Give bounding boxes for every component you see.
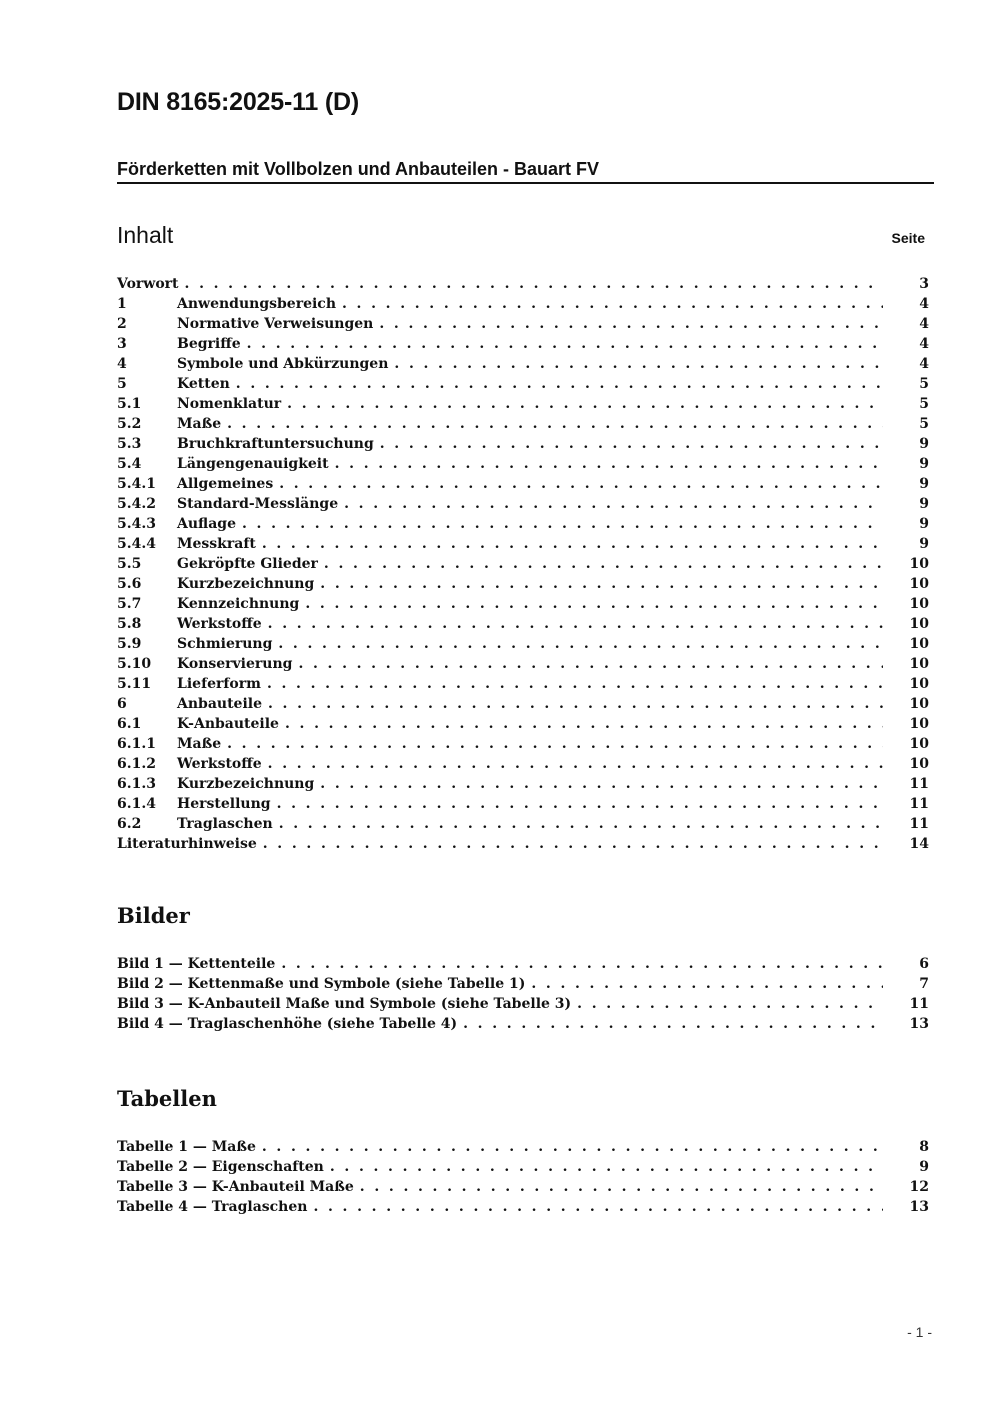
table-entry-title: Tabelle 4 — Traglaschen bbox=[117, 1199, 308, 1215]
toc-entry[interactable] bbox=[117, 374, 929, 394]
dot-leader bbox=[262, 534, 883, 554]
toc-entry-title: Schmierung bbox=[177, 636, 273, 652]
dot-leader bbox=[287, 394, 883, 414]
toc-entry-number: 5.4.2 bbox=[117, 496, 156, 512]
dot-leader bbox=[268, 694, 883, 714]
toc-entry-title: Gekröpfte Glieder bbox=[177, 556, 318, 572]
table-entry-page: 8 bbox=[919, 1139, 929, 1155]
toc-entry-page: 10 bbox=[909, 716, 929, 732]
figure-entry-title: Bild 1 — Kettenteile bbox=[117, 956, 276, 972]
toc-entry-page: 4 bbox=[919, 316, 929, 332]
figure-entry-title: Bild 2 — Kettenmaße und Symbole (siehe Tabelle 1) bbox=[117, 976, 526, 992]
toc-entry[interactable] bbox=[117, 674, 929, 694]
toc-entry-title: Herstellung bbox=[177, 796, 271, 812]
toc-entry[interactable] bbox=[117, 434, 929, 454]
toc-entry-page: 5 bbox=[919, 416, 929, 432]
toc-entry-title: Maße bbox=[177, 416, 222, 432]
toc-entry-number: 5.5 bbox=[117, 556, 142, 572]
dot-leader bbox=[531, 974, 883, 994]
toc-entry-title: Lieferform bbox=[177, 676, 261, 692]
dot-leader bbox=[342, 294, 883, 314]
toc-entry[interactable] bbox=[117, 334, 929, 354]
bilder-toc bbox=[117, 954, 929, 1034]
toc-entry-page: 11 bbox=[909, 816, 929, 832]
toc-entry-number: 6.2 bbox=[117, 816, 142, 832]
toc-entry-title: Bruchkraftuntersuchung bbox=[177, 436, 374, 452]
dot-leader bbox=[335, 454, 883, 474]
dot-leader bbox=[268, 614, 883, 634]
toc-entry[interactable] bbox=[117, 594, 929, 614]
table-entry-title: Tabelle 1 — Maße bbox=[117, 1139, 256, 1155]
toc-entry[interactable] bbox=[117, 354, 929, 374]
toc-entry-page: 4 bbox=[919, 336, 929, 352]
dot-leader bbox=[330, 1157, 883, 1177]
table-entry-page: 13 bbox=[909, 1199, 929, 1215]
toc-entry-page: 10 bbox=[909, 596, 929, 612]
toc-entry-number: 1 bbox=[117, 296, 127, 312]
toc-entry-title: Ketten bbox=[177, 376, 230, 392]
subtitle-block bbox=[117, 158, 934, 184]
toc-entry[interactable] bbox=[117, 634, 929, 654]
dot-leader bbox=[267, 674, 883, 694]
dot-leader bbox=[227, 734, 883, 754]
table-entry[interactable] bbox=[117, 1137, 929, 1157]
toc-entry[interactable] bbox=[117, 394, 929, 414]
dot-leader bbox=[227, 414, 883, 434]
tabellen-heading: Tabellen bbox=[117, 1086, 217, 1111]
toc-entry[interactable] bbox=[117, 714, 929, 734]
table-entry-title: Tabelle 2 — Eigenschaften bbox=[117, 1159, 324, 1175]
dot-leader bbox=[379, 314, 883, 334]
figure-entry[interactable] bbox=[117, 1014, 929, 1034]
toc-entry-title: Literaturhinweise bbox=[117, 836, 257, 852]
toc-entry-page: 10 bbox=[909, 656, 929, 672]
toc-entry[interactable] bbox=[117, 794, 929, 814]
toc-entry-title: Symbole und Abkürzungen bbox=[177, 356, 389, 372]
toc-entry-title: Kennzeichnung bbox=[177, 596, 300, 612]
toc-entry-page: 9 bbox=[919, 536, 929, 552]
toc-entry-number: 5.2 bbox=[117, 416, 142, 432]
page-number: - 1 - bbox=[907, 1324, 932, 1340]
figure-entry[interactable] bbox=[117, 954, 929, 974]
dot-leader bbox=[577, 994, 883, 1014]
toc-entry[interactable] bbox=[117, 554, 929, 574]
toc-entry-title: Begriffe bbox=[177, 336, 241, 352]
figure-entry-page: 7 bbox=[919, 976, 929, 992]
toc-entry-page: 4 bbox=[919, 296, 929, 312]
dot-leader bbox=[277, 794, 883, 814]
toc-entry[interactable] bbox=[117, 754, 929, 774]
toc-entry-page: 10 bbox=[909, 556, 929, 572]
figure-entry[interactable] bbox=[117, 974, 929, 994]
toc-entry-title: Traglaschen bbox=[177, 816, 273, 832]
table-entry[interactable] bbox=[117, 1177, 929, 1197]
toc-entry-page: 10 bbox=[909, 636, 929, 652]
toc-entry-title: Standard-Messlänge bbox=[177, 496, 339, 512]
dot-leader bbox=[320, 774, 883, 794]
toc-entry-title: Konservierung bbox=[177, 656, 293, 672]
toc-entry[interactable] bbox=[117, 614, 929, 634]
toc-entry-number: 5.4.3 bbox=[117, 516, 156, 532]
dot-leader bbox=[281, 954, 883, 974]
toc-entry-page: 4 bbox=[919, 356, 929, 372]
inhalt-header bbox=[117, 222, 929, 249]
toc-entry-number: 5.1 bbox=[117, 396, 142, 412]
document-subtitle: Förderketten mit Vollbolzen und Anbauteilen - Bauart FV bbox=[117, 159, 600, 179]
toc-entry-number: 5.8 bbox=[117, 616, 142, 632]
toc-entry-number: 4 bbox=[117, 356, 127, 372]
dot-leader bbox=[236, 374, 883, 394]
toc-entry-page: 5 bbox=[919, 376, 929, 392]
toc-entry-page: 5 bbox=[919, 396, 929, 412]
dot-leader bbox=[279, 814, 883, 834]
figure-entry-page: 6 bbox=[919, 956, 929, 972]
toc-entry[interactable] bbox=[117, 654, 929, 674]
toc-entry-title: Längengenauigkeit bbox=[177, 456, 329, 472]
toc-entry-number: 6.1.1 bbox=[117, 736, 156, 752]
table-entry-title: Tabelle 3 — K-Anbauteil Maße bbox=[117, 1179, 354, 1195]
toc-entry-vorwort[interactable] bbox=[117, 274, 929, 294]
toc-entry-title: Messkraft bbox=[177, 536, 256, 552]
toc-entry[interactable] bbox=[117, 494, 929, 514]
dot-leader bbox=[268, 754, 883, 774]
toc-entry-page: 9 bbox=[919, 496, 929, 512]
toc-entry[interactable] bbox=[117, 774, 929, 794]
dot-leader bbox=[320, 574, 883, 594]
toc-entry-page: 9 bbox=[919, 456, 929, 472]
toc-entry-number: 5.11 bbox=[117, 676, 152, 692]
toc-entry-number: 5 bbox=[117, 376, 127, 392]
dot-leader bbox=[324, 554, 883, 574]
toc-entry-page: 10 bbox=[909, 616, 929, 632]
dot-leader bbox=[285, 714, 883, 734]
toc-entry-page: 10 bbox=[909, 676, 929, 692]
toc-entry-number: 6.1.3 bbox=[117, 776, 156, 792]
dot-leader bbox=[262, 1137, 883, 1157]
toc-entry-title: Kurzbezeichnung bbox=[177, 776, 315, 792]
toc-entry[interactable] bbox=[117, 454, 929, 474]
toc-entry-number: 6.1.2 bbox=[117, 756, 156, 772]
dot-leader bbox=[305, 594, 883, 614]
tabellen-header bbox=[117, 1086, 929, 1111]
toc-entry-page: 11 bbox=[909, 776, 929, 792]
toc-entry-number: 6.1 bbox=[117, 716, 142, 732]
toc-entry-title: Anwendungsbereich bbox=[177, 296, 336, 312]
dot-leader bbox=[242, 514, 883, 534]
toc-entry-title: Auflage bbox=[177, 516, 236, 532]
toc-entry-number: 5.3 bbox=[117, 436, 142, 452]
toc-entry-page: 9 bbox=[919, 436, 929, 452]
toc-entry-title: Allgemeines bbox=[177, 476, 274, 492]
figure-entry-page: 11 bbox=[909, 996, 929, 1012]
inhalt-toc bbox=[117, 274, 929, 854]
dot-leader bbox=[279, 474, 883, 494]
figure-entry-title: Bild 3 — K-Anbauteil Maße und Symbole (siehe Tabelle 3) bbox=[117, 996, 572, 1012]
toc-entry[interactable] bbox=[117, 574, 929, 594]
toc-entry-page: 9 bbox=[919, 516, 929, 532]
toc-entry[interactable] bbox=[117, 314, 929, 334]
toc-entry-title: Werkstoffe bbox=[177, 756, 262, 772]
toc-entry-number: 3 bbox=[117, 336, 127, 352]
toc-entry-number: 5.4 bbox=[117, 456, 142, 472]
toc-entry-page: 10 bbox=[909, 756, 929, 772]
toc-entry-title: Normative Verweisungen bbox=[177, 316, 374, 332]
dot-leader bbox=[263, 834, 883, 854]
toc-entry-number: 5.9 bbox=[117, 636, 142, 652]
table-entry[interactable] bbox=[117, 1197, 929, 1217]
toc-entry-number: 5.4.1 bbox=[117, 476, 156, 492]
inhalt-heading: Inhalt bbox=[117, 222, 174, 248]
toc-entry-number: 5.6 bbox=[117, 576, 142, 592]
figure-entry[interactable] bbox=[117, 994, 929, 1014]
dot-leader bbox=[380, 434, 883, 454]
figure-entry-title: Bild 4 — Traglaschenhöhe (siehe Tabelle 4) bbox=[117, 1016, 458, 1032]
bilder-heading: Bilder bbox=[117, 903, 190, 928]
tabellen-toc bbox=[117, 1137, 929, 1217]
table-entry-page: 9 bbox=[919, 1159, 929, 1175]
dot-leader bbox=[185, 274, 883, 294]
toc-entry-literaturhinweise[interactable] bbox=[117, 834, 929, 854]
table-entry-page: 12 bbox=[909, 1179, 929, 1195]
dot-leader bbox=[247, 334, 883, 354]
toc-entry-page: 10 bbox=[909, 576, 929, 592]
document-id: DIN 8165:2025-11 (D) bbox=[117, 88, 359, 116]
toc-entry-title: Maße bbox=[177, 736, 222, 752]
toc-entry-title: Kurzbezeichnung bbox=[177, 576, 315, 592]
toc-entry-title: K-Anbauteile bbox=[177, 716, 279, 732]
dot-leader bbox=[313, 1197, 883, 1217]
toc-entry[interactable] bbox=[117, 514, 929, 534]
toc-entry-page: 10 bbox=[909, 736, 929, 752]
toc-entry[interactable] bbox=[117, 474, 929, 494]
toc-entry-page: 10 bbox=[909, 696, 929, 712]
table-entry[interactable] bbox=[117, 1157, 929, 1177]
toc-entry[interactable] bbox=[117, 734, 929, 754]
toc-entry-number: 5.4.4 bbox=[117, 536, 156, 552]
page-column-label: Seite bbox=[891, 230, 925, 246]
toc-entry-number: 5.10 bbox=[117, 656, 152, 672]
toc-entry-page: 9 bbox=[919, 476, 929, 492]
bilder-header bbox=[117, 903, 929, 928]
dot-leader bbox=[463, 1014, 883, 1034]
toc-entry-page: 14 bbox=[909, 836, 929, 852]
toc-entry[interactable] bbox=[117, 414, 929, 434]
toc-entry-page: 11 bbox=[909, 796, 929, 812]
toc-entry-number: 2 bbox=[117, 316, 127, 332]
toc-entry-number: 5.7 bbox=[117, 596, 142, 612]
figure-entry-page: 13 bbox=[909, 1016, 929, 1032]
toc-entry-number: 6.1.4 bbox=[117, 796, 156, 812]
dot-leader bbox=[278, 634, 883, 654]
toc-entry[interactable] bbox=[117, 814, 929, 834]
dot-leader bbox=[298, 654, 883, 674]
toc-entry-title: Vorwort bbox=[117, 276, 179, 292]
dot-leader bbox=[360, 1177, 883, 1197]
toc-entry-title: Werkstoffe bbox=[177, 616, 262, 632]
dot-leader bbox=[344, 494, 883, 514]
toc-entry[interactable] bbox=[117, 294, 929, 314]
toc-entry-page: 3 bbox=[919, 276, 929, 292]
toc-entry[interactable] bbox=[117, 694, 929, 714]
toc-entry-title: Nomenklatur bbox=[177, 396, 282, 412]
toc-entry-title: Anbauteile bbox=[177, 696, 262, 712]
toc-entry[interactable] bbox=[117, 534, 929, 554]
dot-leader bbox=[394, 354, 883, 374]
toc-entry-number: 6 bbox=[117, 696, 127, 712]
